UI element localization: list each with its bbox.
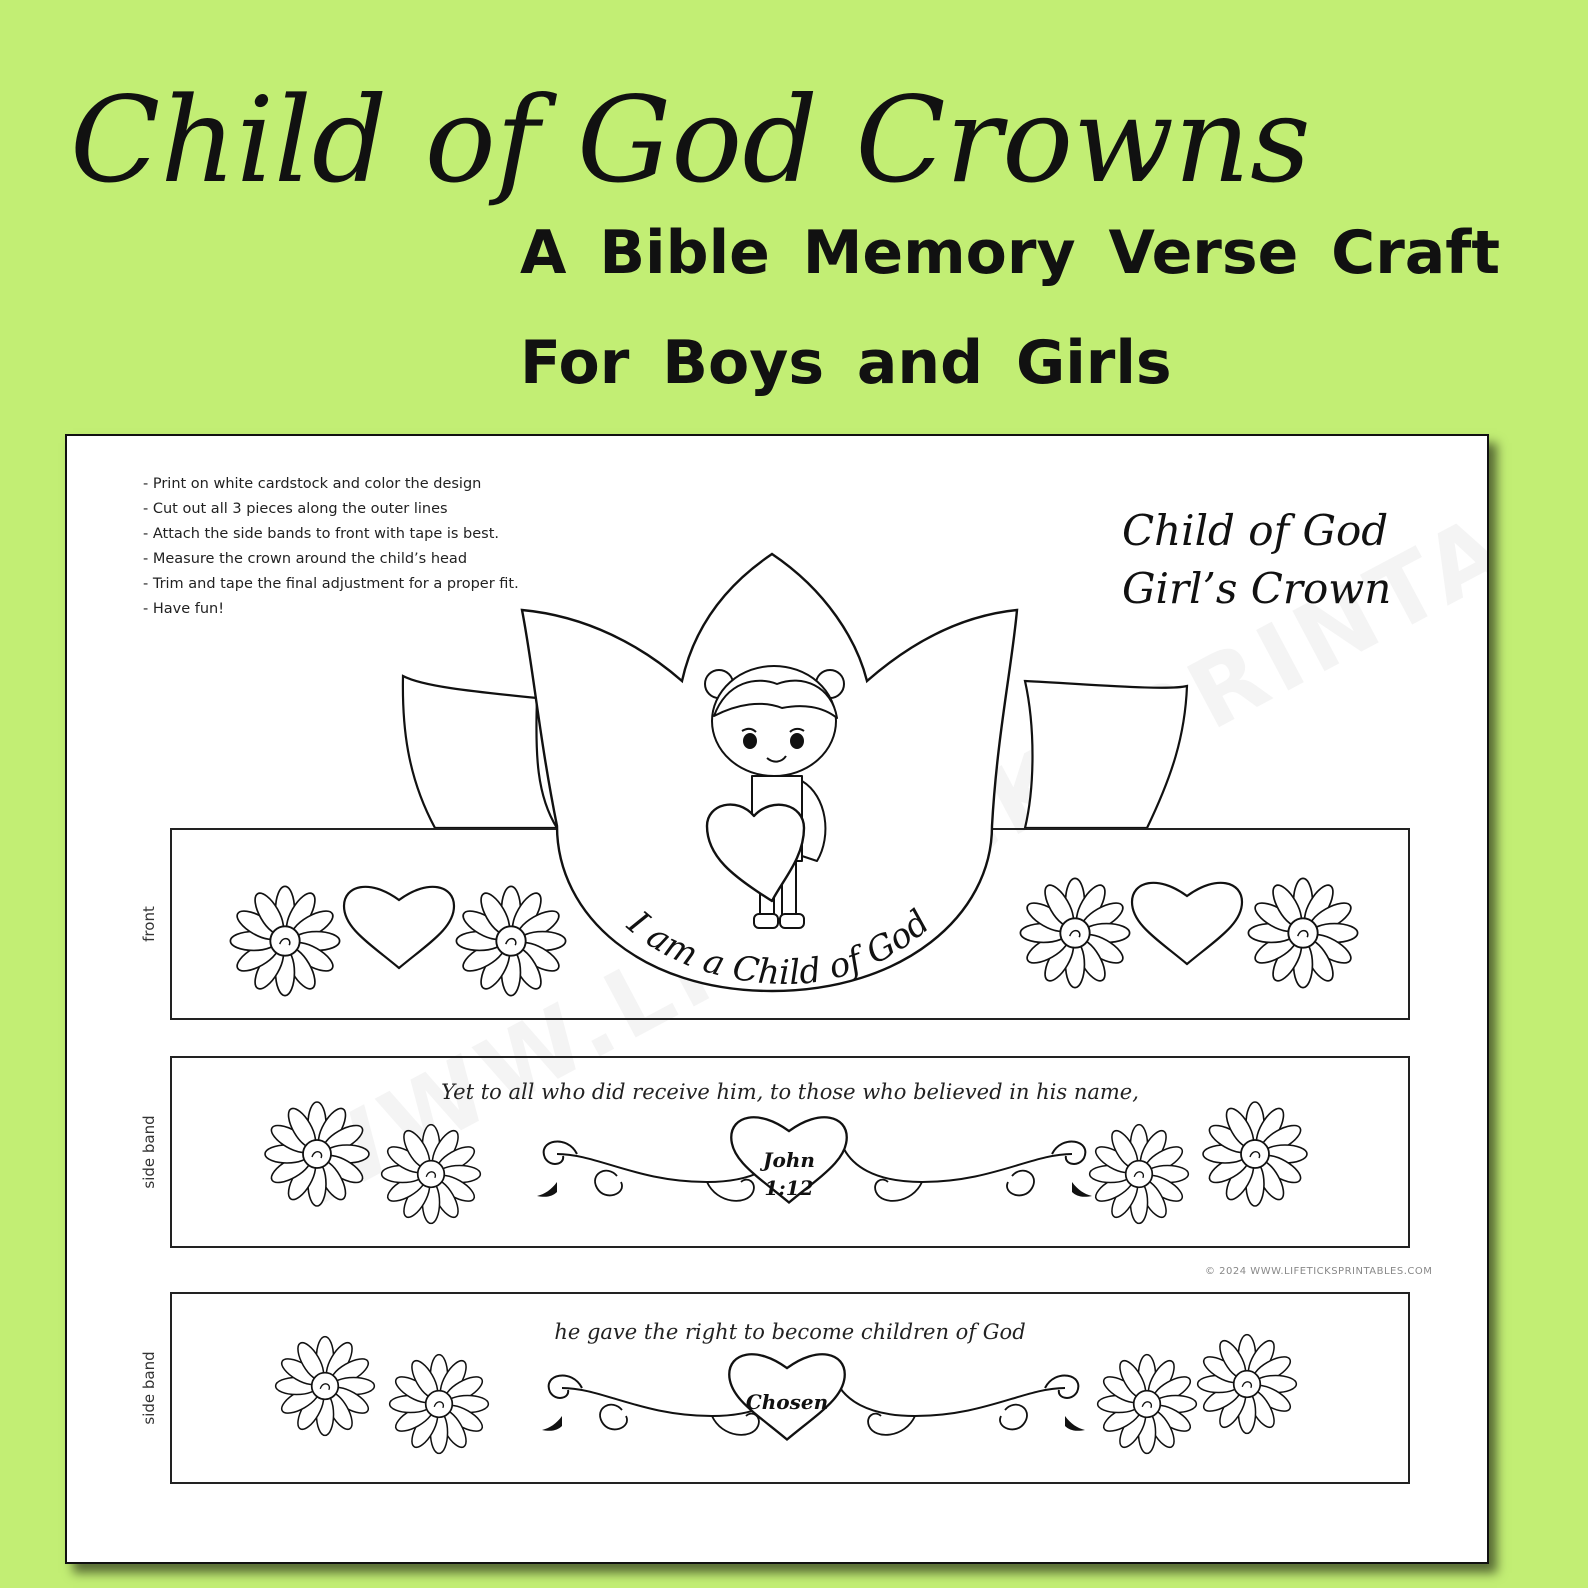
instruction-item: - Attach the side bands to front with tape is best. (143, 526, 500, 542)
heart-scripture-verse: 1:12 (764, 1176, 814, 1200)
instruction-item: - Measure the crown around the child’s head (143, 551, 468, 567)
instruction-item: - Have fun! (143, 601, 225, 617)
side-band-2-label: side band (140, 1351, 158, 1425)
copyright: © 2024 WWW.LIFETICKSPRINTABLES.COM (1205, 1266, 1433, 1277)
verse-line-2: he gave the right to become children of God (554, 1320, 1026, 1344)
instruction-item: - Trim and tape the final adjustment for a proper fit. (143, 576, 519, 592)
front-band-label: front (140, 906, 158, 942)
crown-name-line-2: Girl’s Crown (1122, 564, 1392, 613)
instruction-item: - Cut out all 3 pieces along the outer lines (143, 501, 448, 517)
instruction-item: - Print on white cardstock and color the design (143, 476, 482, 492)
side-band-1-label: side band (140, 1115, 158, 1189)
arc-text: I am a Child of God (619, 902, 938, 994)
printable-sheet (65, 434, 1489, 1564)
subtitle: A Bible Memory Verse Craft (520, 218, 1501, 288)
crown-name-line-1: Child of God (1122, 506, 1389, 555)
main-title: Child of God Crowns (70, 71, 1311, 209)
verse-line-1: Yet to all who did receive him, to those who believed in his name, (441, 1080, 1139, 1104)
heart-scripture-book: John (763, 1148, 815, 1172)
heart-chosen: Chosen (745, 1390, 829, 1414)
audience-subtitle: For Boys and Girls (520, 328, 1172, 398)
